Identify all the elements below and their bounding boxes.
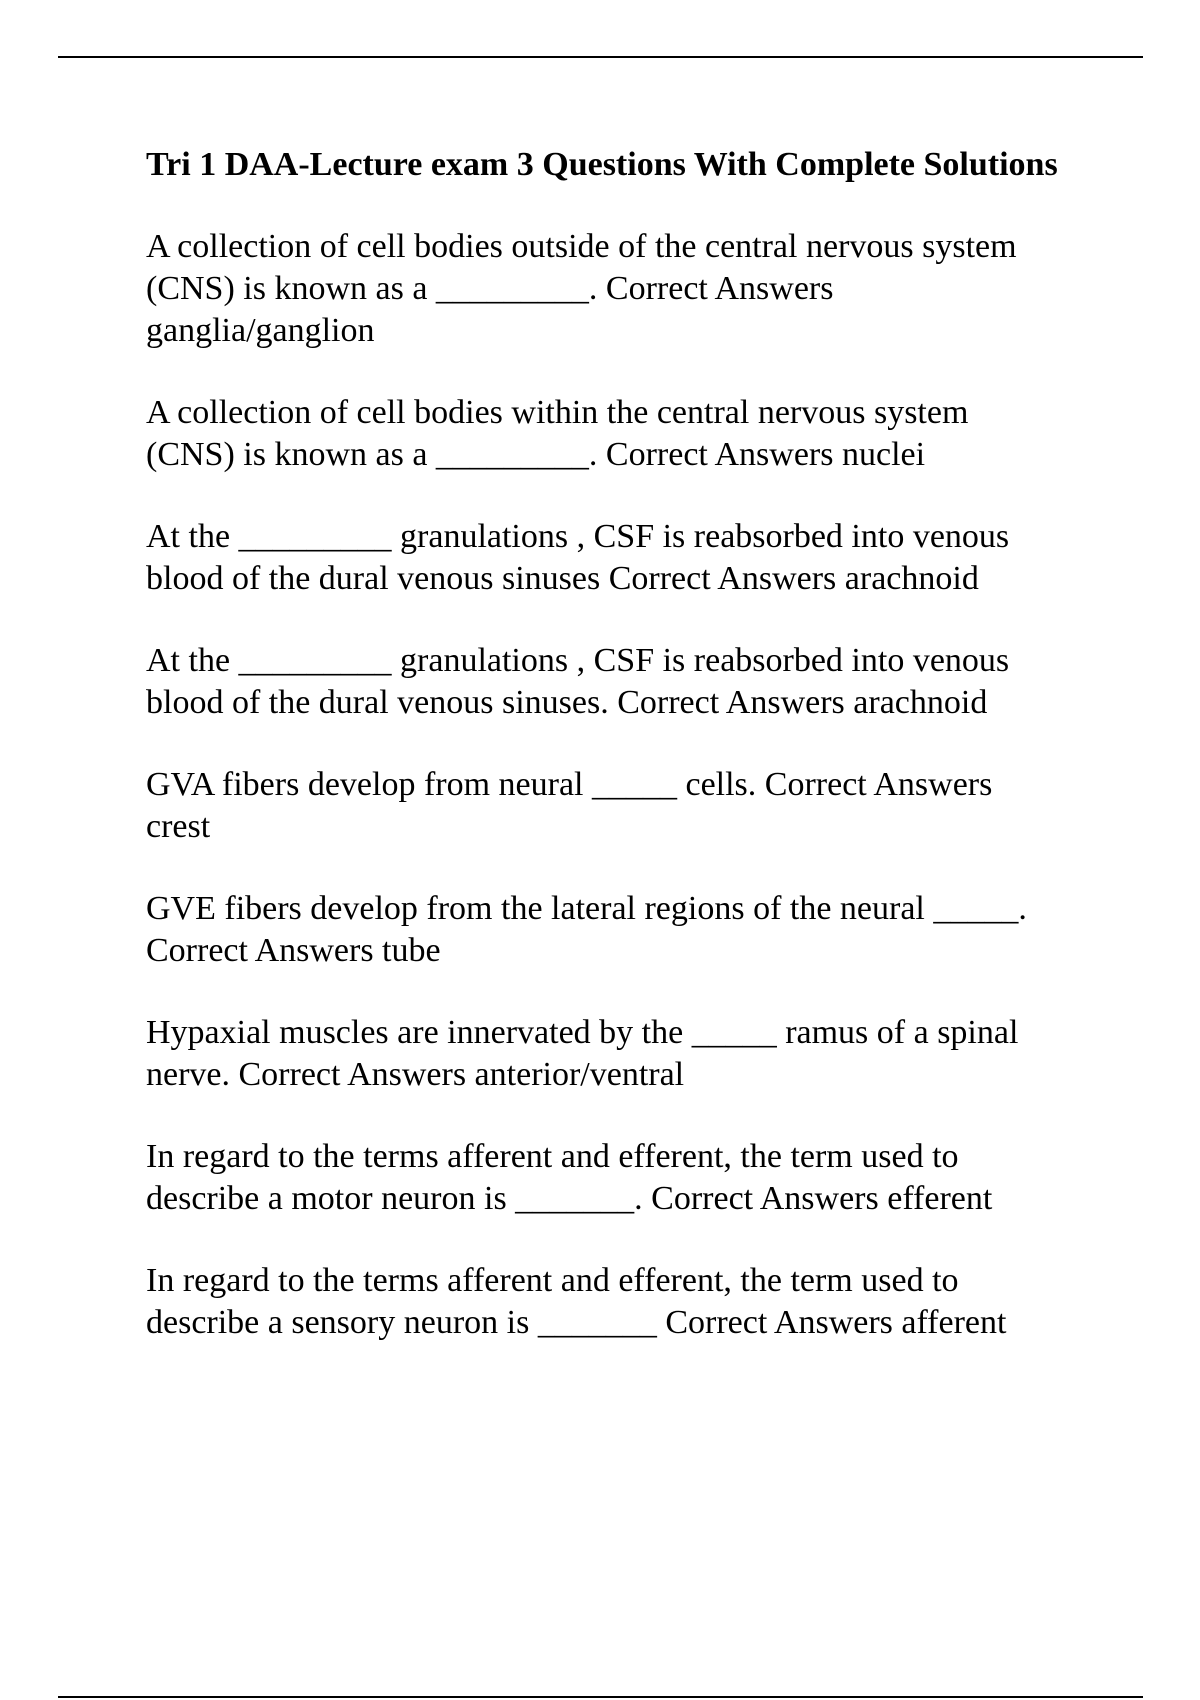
bottom-divider xyxy=(58,1696,1143,1698)
qa-item: At the _________ granulations , CSF is reabsorbed into venous blood of the dural venous sinuses Correct Answers arachnoid xyxy=(146,518,1010,597)
qa-item: At the _________ granulations , CSF is reabsorbed into venous blood of the dural venous sinuses. Correct Answers arachnoid xyxy=(146,642,1010,721)
qa-item: GVA fibers develop from neural _____ cells. Correct Answers crest xyxy=(146,766,993,845)
qa-item: In regard to the terms afferent and efferent, the term used to describe a motor neuron is _______. Correct Answers efferent xyxy=(146,1138,993,1217)
document-body xyxy=(146,144,1096,1384)
qa-item: In regard to the terms afferent and efferent, the term used to describe a sensory neuron is _______ Correct Answers afferent xyxy=(146,1262,1007,1341)
qa-item: Hypaxial muscles are innervated by the _____ ramus of a spinal nerve. Correct Answers anterior/ventral xyxy=(146,1014,1019,1093)
qa-item: GVE fibers develop from the lateral regions of the neural _____. Correct Answers tube xyxy=(146,890,1027,969)
qa-item: A collection of cell bodies within the central nervous system (CNS) is known as a _________. Correct Answers nuclei xyxy=(146,394,969,473)
top-divider xyxy=(58,56,1143,58)
qa-item: A collection of cell bodies outside of the central nervous system (CNS) is known as a _________. Correct Answers ganglia/ganglion xyxy=(146,228,1017,349)
document-title: Tri 1 DAA-Lecture exam 3 Questions With Complete Solutions xyxy=(146,146,1058,183)
